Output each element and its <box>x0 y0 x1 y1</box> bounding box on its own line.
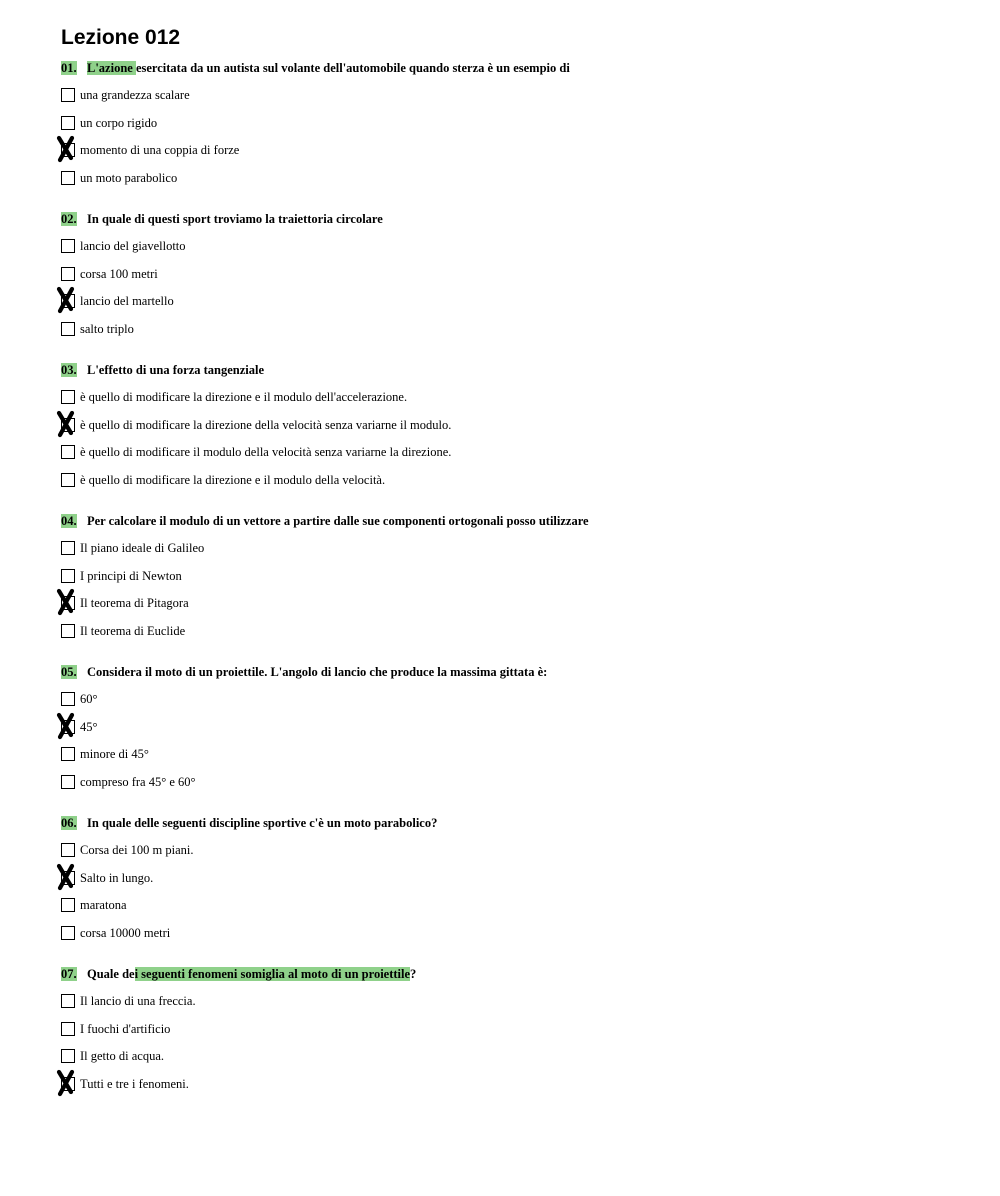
option-text: momento di una coppia di forze <box>80 143 240 158</box>
checkbox-icon[interactable] <box>61 843 75 857</box>
x-mark-icon <box>55 862 81 892</box>
checkbox-icon[interactable] <box>61 1022 75 1036</box>
question-text-part: Considera il moto di un proiettile. L'angolo di lancio che produce la massima gittata è: <box>87 665 548 679</box>
question-text-part: Quale de <box>87 967 135 981</box>
question-text-part: In quale di questi sport troviamo la traiettoria circolare <box>87 212 383 226</box>
checkbox-icon[interactable] <box>61 775 75 789</box>
question-block <box>0 664 1000 804</box>
option-text: salto triplo <box>80 322 134 337</box>
question-text <box>61 211 383 227</box>
option-text: è quello di modificare la direzione e il modulo della velocità. <box>80 473 386 488</box>
checkbox-icon[interactable] <box>61 267 75 281</box>
option-text: Il lancio di una freccia. <box>80 994 196 1008</box>
option-text: 45° <box>80 719 98 734</box>
question-number <box>61 60 87 76</box>
checkbox-icon[interactable] <box>61 569 75 583</box>
question-text-part: In quale delle seguenti discipline sportive c'è un moto parabolico? <box>87 816 438 830</box>
page-title: Lezione 012 <box>61 26 181 49</box>
question-block <box>0 362 1000 502</box>
option-text: Il piano ideale di Galileo <box>80 541 205 555</box>
question-text <box>61 362 264 378</box>
checkbox-icon[interactable] <box>61 239 75 253</box>
question-text-part: esercitata da un autista sul volante dell'automobile quando sterza è un esempio di <box>135 61 570 75</box>
x-mark-icon <box>55 134 81 164</box>
checkbox-icon[interactable] <box>61 1049 75 1063</box>
question-number <box>61 966 87 982</box>
question-number-label: 01. <box>61 61 77 75</box>
option-text: Corsa dei 100 m piani. <box>80 843 194 857</box>
question-text <box>61 60 570 76</box>
checkbox-icon[interactable] <box>61 473 75 487</box>
option-text: una grandezza scalare <box>80 88 190 102</box>
option-text: un corpo rigido <box>80 115 158 130</box>
question-block <box>0 513 1000 653</box>
option-text: Il teorema di Euclide <box>80 624 186 639</box>
question-number <box>61 211 87 227</box>
question-number <box>61 815 87 831</box>
checkbox-icon[interactable] <box>61 445 75 459</box>
checkbox-icon[interactable] <box>61 747 75 761</box>
question-text-part: L'effetto di una forza tangenziale <box>87 363 265 377</box>
question-text <box>61 966 416 982</box>
option-text: è quello di modificare la direzione della velocità senza variarne il modulo. <box>80 417 452 432</box>
x-mark-icon <box>55 587 81 617</box>
checkbox-icon[interactable] <box>61 88 75 102</box>
highlighted-text: i seguenti fenomeni somiglia al moto di un proiettile <box>134 967 411 981</box>
checkbox-icon[interactable] <box>61 322 75 336</box>
checkbox-icon[interactable] <box>61 994 75 1008</box>
option-text: corsa 100 metri <box>80 266 158 281</box>
question-text-part: ? <box>410 967 417 981</box>
option-text: Salto in lungo. <box>80 870 154 885</box>
question-block <box>0 60 1000 200</box>
question-block <box>0 966 1000 1106</box>
question-text <box>61 513 589 529</box>
question-number <box>61 664 87 680</box>
option-text: compreso fra 45° e 60° <box>80 775 196 790</box>
checkbox-icon[interactable] <box>61 171 75 185</box>
option-text: Il teorema di Pitagora <box>80 596 189 611</box>
question-number <box>61 362 87 378</box>
option-text: 60° <box>80 692 98 706</box>
option-text: minore di 45° <box>80 747 149 762</box>
question-number-label: 05. <box>61 665 77 679</box>
option-text: corsa 10000 metri <box>80 926 171 941</box>
question-number-label: 03. <box>61 363 77 377</box>
x-mark-icon <box>55 409 81 439</box>
question-number <box>61 513 87 529</box>
question-number-label: 06. <box>61 816 77 830</box>
option-text: Tutti e tre i fenomeni. <box>80 1077 189 1092</box>
x-mark-icon <box>55 711 81 741</box>
checkbox-icon[interactable] <box>61 692 75 706</box>
checkbox-icon[interactable] <box>61 898 75 912</box>
highlighted-text: L'azione <box>87 61 136 75</box>
checkbox-icon[interactable] <box>61 624 75 638</box>
question-block <box>0 815 1000 955</box>
checkbox-icon[interactable] <box>61 926 75 940</box>
question-block <box>0 211 1000 351</box>
x-mark-icon <box>55 1068 81 1098</box>
option-text: lancio del giavellotto <box>80 239 186 253</box>
option-text: è quello di modificare la direzione e il modulo dell'accelerazione. <box>80 390 408 404</box>
question-text <box>61 815 437 831</box>
option-text: maratona <box>80 898 127 913</box>
option-text: lancio del martello <box>80 294 174 309</box>
question-number-label: 04. <box>61 514 77 528</box>
option-text: Il getto di acqua. <box>80 1049 164 1064</box>
question-number-label: 07. <box>61 967 77 981</box>
option-text: un moto parabolico <box>80 171 178 186</box>
option-text: I principi di Newton <box>80 568 182 583</box>
option-text: I fuochi d'artificio <box>80 1021 171 1036</box>
checkbox-icon[interactable] <box>61 116 75 130</box>
option-text: è quello di modificare il modulo della velocità senza variarne la direzione. <box>80 445 452 460</box>
checkbox-icon[interactable] <box>61 390 75 404</box>
x-mark-icon <box>55 285 81 315</box>
checkbox-icon[interactable] <box>61 541 75 555</box>
question-text <box>61 664 547 680</box>
question-text-part: Per calcolare il modulo di un vettore a partire dalle sue componenti ortogonali posso utilizzare <box>87 514 589 528</box>
question-number-label: 02. <box>61 212 77 226</box>
